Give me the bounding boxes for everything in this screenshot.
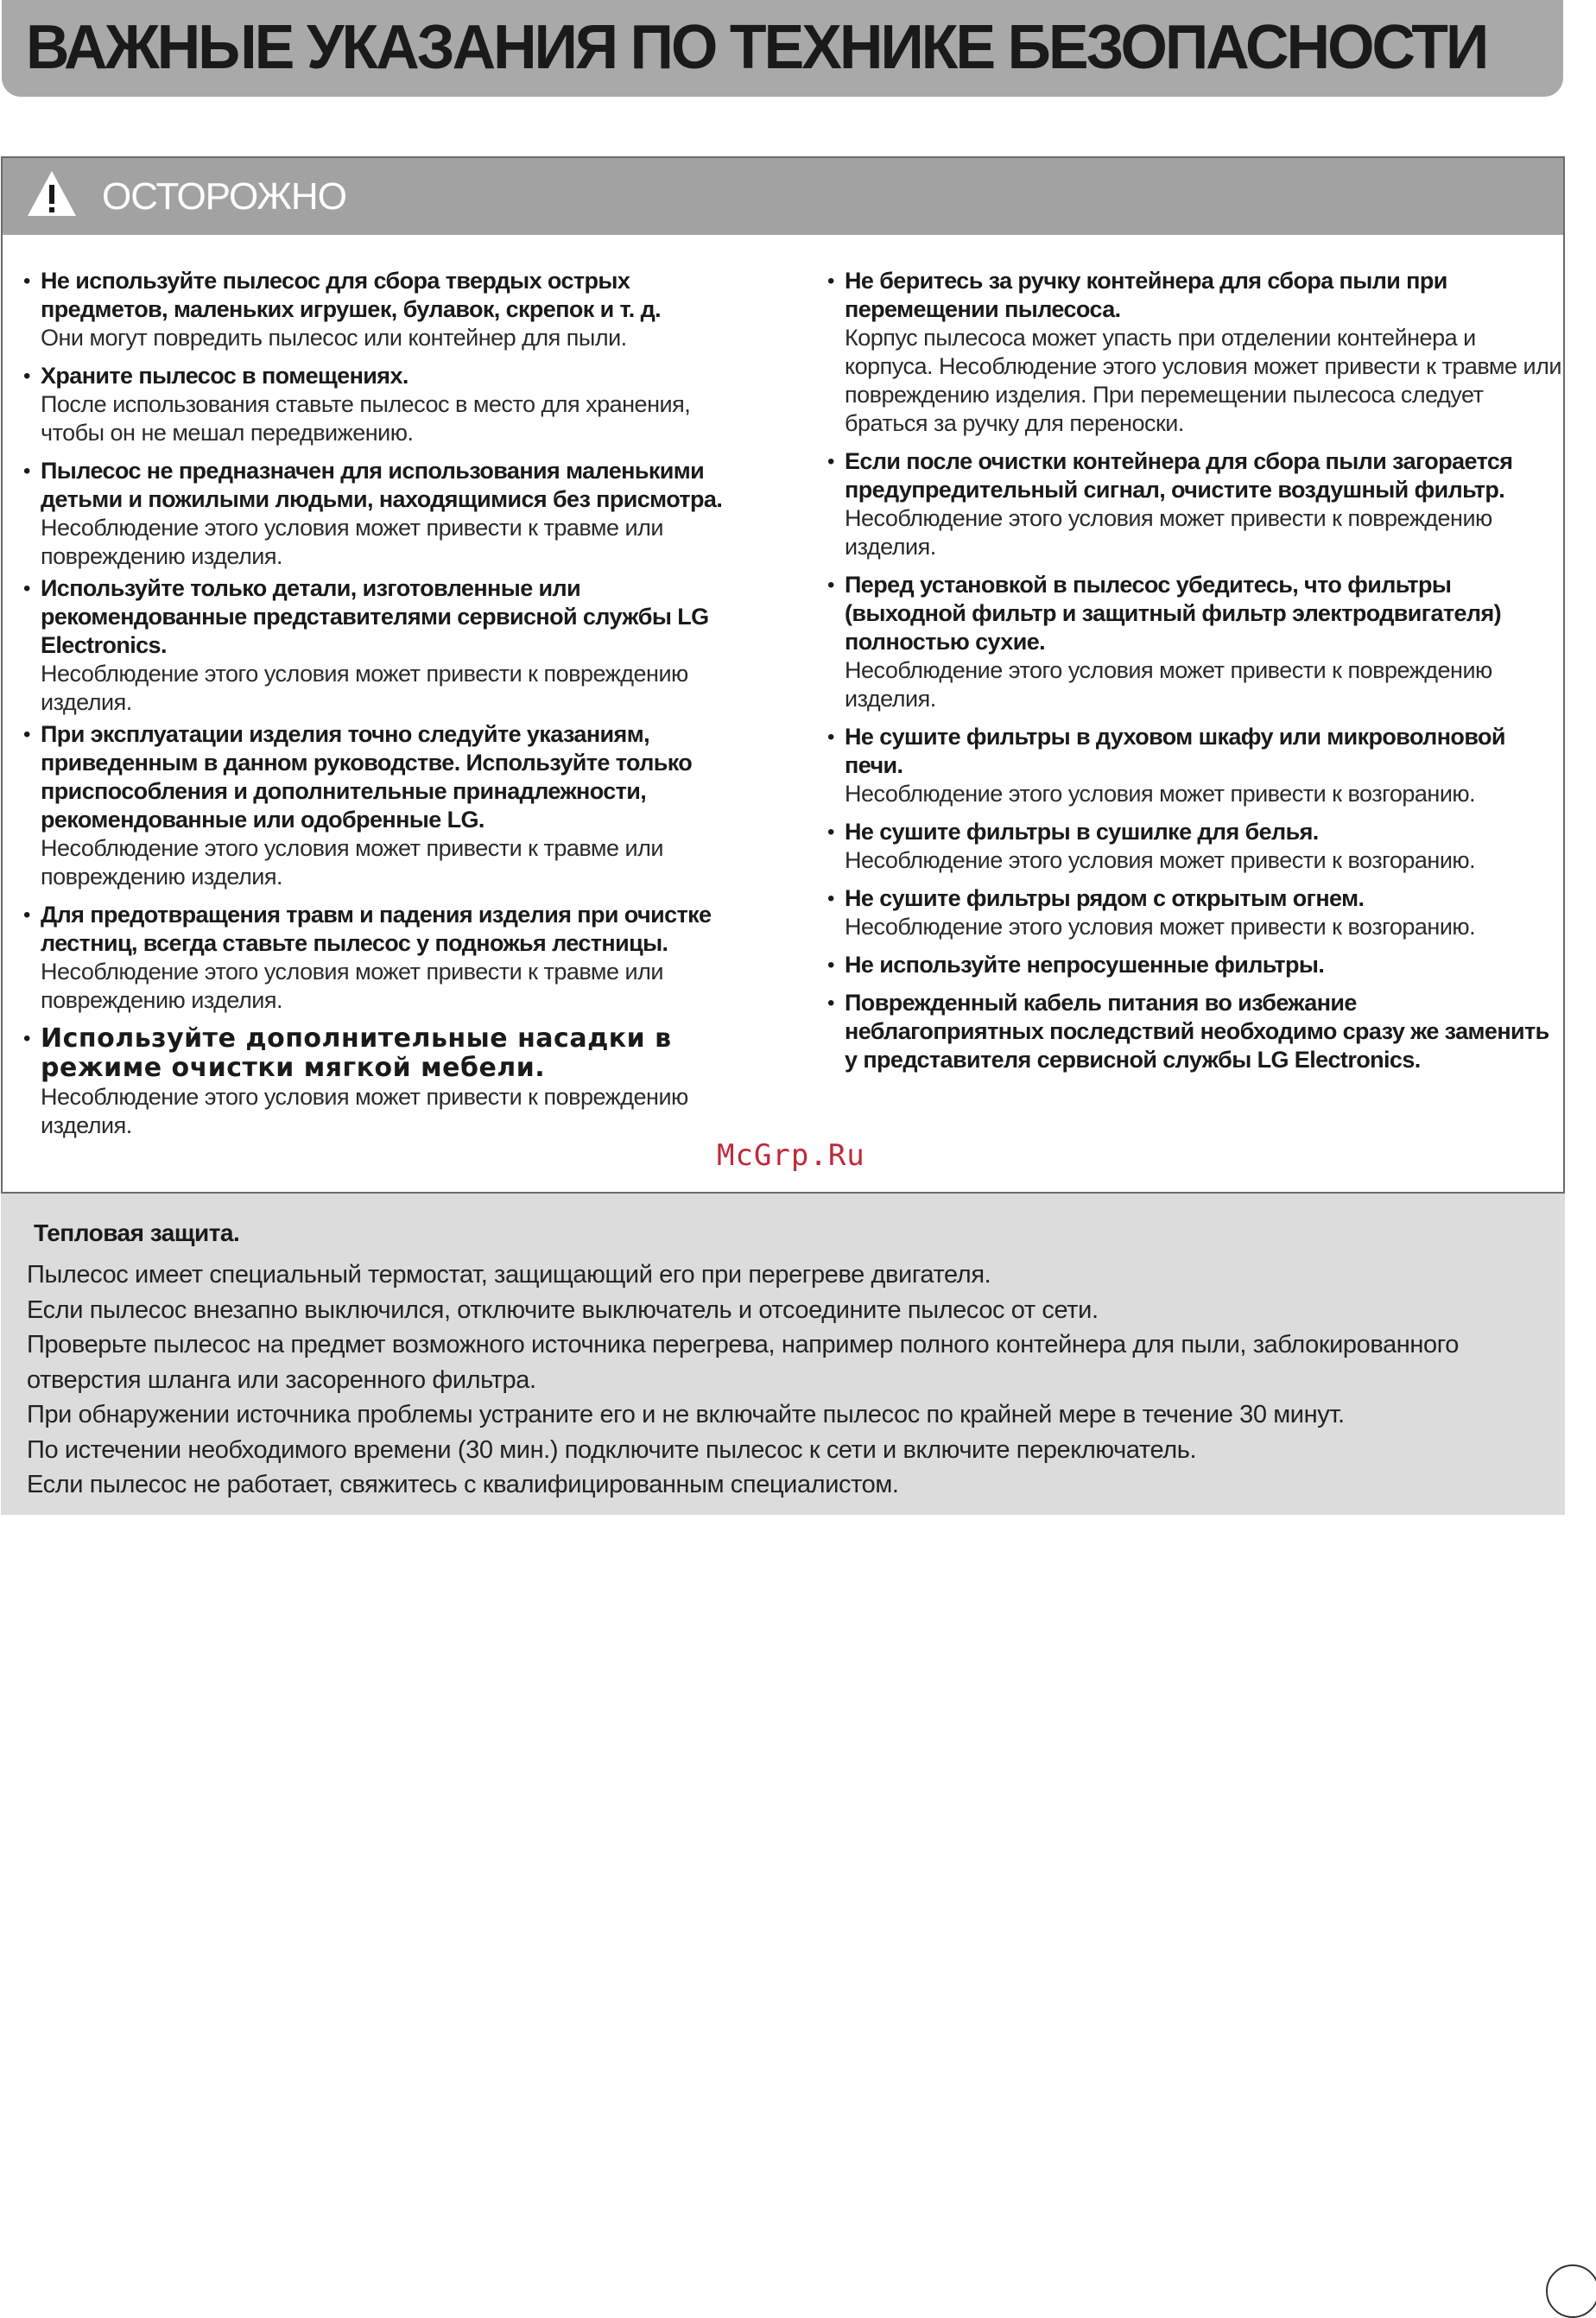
page-title: ВАЖНЫЕ УКАЗАНИЯ ПО ТЕХНИКЕ БЕЗОПАСНОСТИ bbox=[26, 13, 1487, 82]
list-item: • Не сушите фильтры в духовом шкафу или микроволновой печи. Несоблюдение этого условия может привести к возгоранию. bbox=[827, 724, 1505, 807]
list-item: • Поврежденный кабель питания во избежание неблагоприятных последствий необходимо сразу же заменить у представителя сервисной службы LG Electronics. bbox=[827, 990, 1549, 1073]
watermark: McGrp.Ru bbox=[717, 1138, 865, 1173]
thermal-title: Тепловая защита. bbox=[34, 1219, 240, 1246]
warning-triangle-icon bbox=[25, 168, 79, 218]
list-item: • Не сушите фильтры в сушилке для белья. Несоблюдение этого условия может привести к возгоранию. bbox=[827, 819, 1476, 873]
right-column bbox=[827, 267, 1561, 1084]
list-item: • Храните пылесос в помещениях. После использования ставьте пылесос в место для хранения, чтобы он не мешал передвижению. bbox=[23, 363, 691, 446]
list-item: • Используйте только детали, изготовленные или рекомендованные представителями сервисной службы LG Electronics. Несоблюдение этого условия может привести к повреждению изделия. bbox=[23, 575, 709, 715]
list-item: • Не используйте непросушенные фильтры. bbox=[827, 952, 1325, 978]
thermal-line: Если пылесос внезапно выключился, отключите выключатель и отсоедините пылесос от сети. bbox=[27, 1295, 1099, 1324]
page-number-circle bbox=[1546, 2264, 1596, 2318]
thermal-line: Если пылесос не работает, свяжитесь с квалифицированным специалистом. bbox=[27, 1471, 899, 1498]
caution-header bbox=[3, 158, 1563, 235]
list-item: • Если после очистки контейнера для сбора пыли загорается предупредительный сигнал, очистите воздушный фильтр. Несоблюдение этого условия может привести к повреждению изделия. bbox=[827, 448, 1513, 560]
thermal-line: Проверьте пылесос на предмет возможного источника перегрева, например полного контейнера для пыли, заблокированного отверстия шланга или засоренного фильтра. bbox=[27, 1331, 1460, 1394]
list-item: • Перед установкой в пылесос убедитесь, что фильтры (выходной фильтр и защитный фильтр электродвигателя) полностью сухие. Несоблюдение этого условия может привести к повреждению изделия. bbox=[827, 572, 1502, 712]
list-item: • Для предотвращения травм и падения изделия при очистке лестниц, всегда ставьте пылесос у подножья лестницы. Несоблюдение этого условия может привести к травме или повреждению изделия. bbox=[23, 902, 712, 1013]
list-item: • При эксплуатации изделия точно следуйте указаниям, приведенным в данном руководстве. Используйте только приспособления и дополнительные принадлежности, рекомендованные или одобренные LG. Несоблюдение этого условия может привести к травме или повреждению изделия. bbox=[23, 721, 693, 890]
thermal-line: Пылесос имеет специальный термостат, защищающий его при перегреве двигателя. bbox=[27, 1261, 991, 1289]
list-item: • Пылесос не предназначен для использования маленькими детьми и пожилыми людьми, находящимися без присмотра. Несоблюдение этого условия может привести к травме или повреждению изделия. bbox=[23, 458, 723, 569]
list-item: • Не беритесь за ручку контейнера для сбора пыли при перемещении пылесоса. Корпус пылесоса может упасть при отделении контейнера и корпуса. Несоблюдение этого условия может привести к травме или повреждению изделия. При перемещении пылесоса следует браться за ручку для переноски. bbox=[827, 268, 1561, 436]
thermal-protection-box bbox=[1, 1192, 1565, 1515]
title-bar bbox=[2, 0, 1563, 97]
list-item: • Используйте дополнительные насадки в режиме очистки мягкой мебели. Несоблюдение этого условия может привести к повреждению изделия. bbox=[23, 1023, 688, 1138]
list-item: • Не используйте пылесос для сбора твердых острых предметов, маленьких игрушек, булавок, скрепок и т. д. Они могут повредить пылесос или контейнер для пыли. bbox=[23, 268, 662, 351]
list-item: • Не сушите фильтры рядом с открытым огнем. Несоблюдение этого условия может привести к возгоранию. bbox=[827, 885, 1476, 940]
thermal-line: При обнаружении источника проблемы устраните его и не включайте пылесос по крайней мере в течение 30 минут. bbox=[27, 1401, 1345, 1428]
left-column bbox=[23, 267, 749, 1150]
thermal-line: По истечении необходимого времени (30 мин.) подключите пылесос к сети и включите переключатель. bbox=[27, 1435, 1197, 1464]
caution-label: ОСТОРОЖНО bbox=[102, 175, 346, 218]
